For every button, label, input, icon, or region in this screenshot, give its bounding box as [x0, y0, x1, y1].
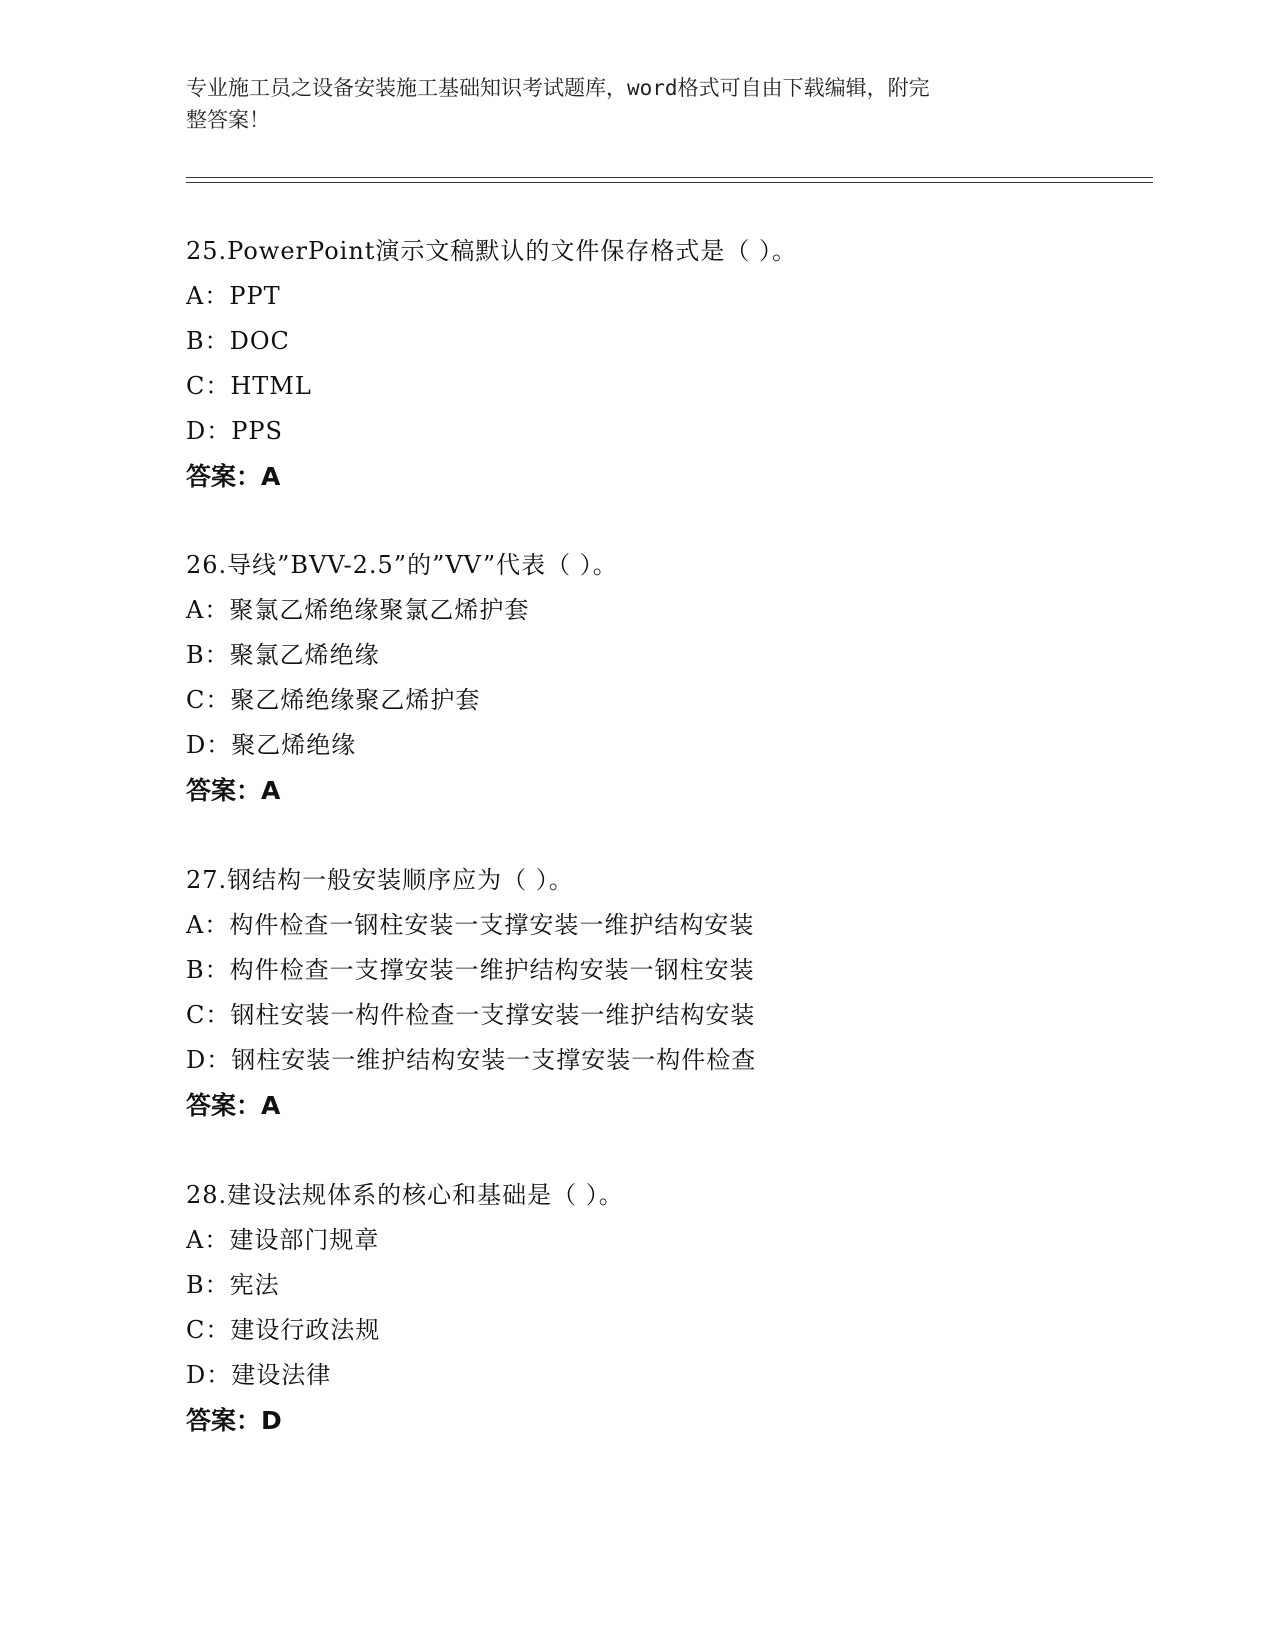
header-line-1: 专业施工员之设备安装施工基础知识考试题库，word格式可自由下载编辑，附完: [186, 76, 930, 100]
header-divider-bottom: [186, 182, 1153, 183]
header-divider-top: [186, 177, 1153, 178]
option-b: B：构件检查一支撑安装一维护结构安装一钢柱安装: [186, 956, 755, 984]
question-stem: 26.导线”BVV-2.5”的”VV”代表（ ）。: [186, 551, 618, 579]
question-28: [186, 1172, 1146, 1443]
option-a: A：构件检查一钢柱安装一支撑安装一维护结构安装: [186, 911, 755, 939]
question-25: [186, 228, 1146, 499]
option-c: C：HTML: [186, 372, 312, 400]
option-d: D：建设法律: [186, 1361, 332, 1389]
question-stem: 28.建设法规体系的核心和基础是（ ）。: [186, 1181, 624, 1209]
option-b: B：宪法: [186, 1271, 280, 1299]
question-27: [186, 857, 1146, 1128]
option-b: B：聚氯乙烯绝缘: [186, 641, 380, 669]
option-a: A：聚氯乙烯绝缘聚氯乙烯护套: [186, 596, 530, 624]
answer: 答案：D: [186, 1406, 282, 1435]
question-26: [186, 542, 1146, 813]
option-a: A：PPT: [186, 282, 281, 310]
option-b: B：DOC: [186, 327, 290, 355]
option-d: D：聚乙烯绝缘: [186, 731, 357, 759]
answer: 答案：A: [186, 1091, 281, 1120]
answer: 答案：A: [186, 462, 281, 491]
option-c: C：钢柱安装一构件检查一支撑安装一维护结构安装: [186, 1001, 756, 1029]
header-line-2: 整答案！: [186, 108, 270, 132]
question-stem: 25.PowerPoint演示文稿默认的文件保存格式是（ ）。: [186, 237, 798, 265]
document-header: [186, 72, 1066, 136]
option-a: A：建设部门规章: [186, 1226, 380, 1254]
option-c: C：建设行政法规: [186, 1316, 381, 1344]
option-c: C：聚乙烯绝缘聚乙烯护套: [186, 686, 481, 714]
answer: 答案：A: [186, 776, 281, 805]
option-d: D：钢柱安装一维护结构安装一支撑安装一构件检查: [186, 1046, 757, 1074]
option-d: D：PPS: [186, 417, 283, 445]
question-stem: 27.钢结构一般安装顺序应为（ ）。: [186, 866, 574, 894]
